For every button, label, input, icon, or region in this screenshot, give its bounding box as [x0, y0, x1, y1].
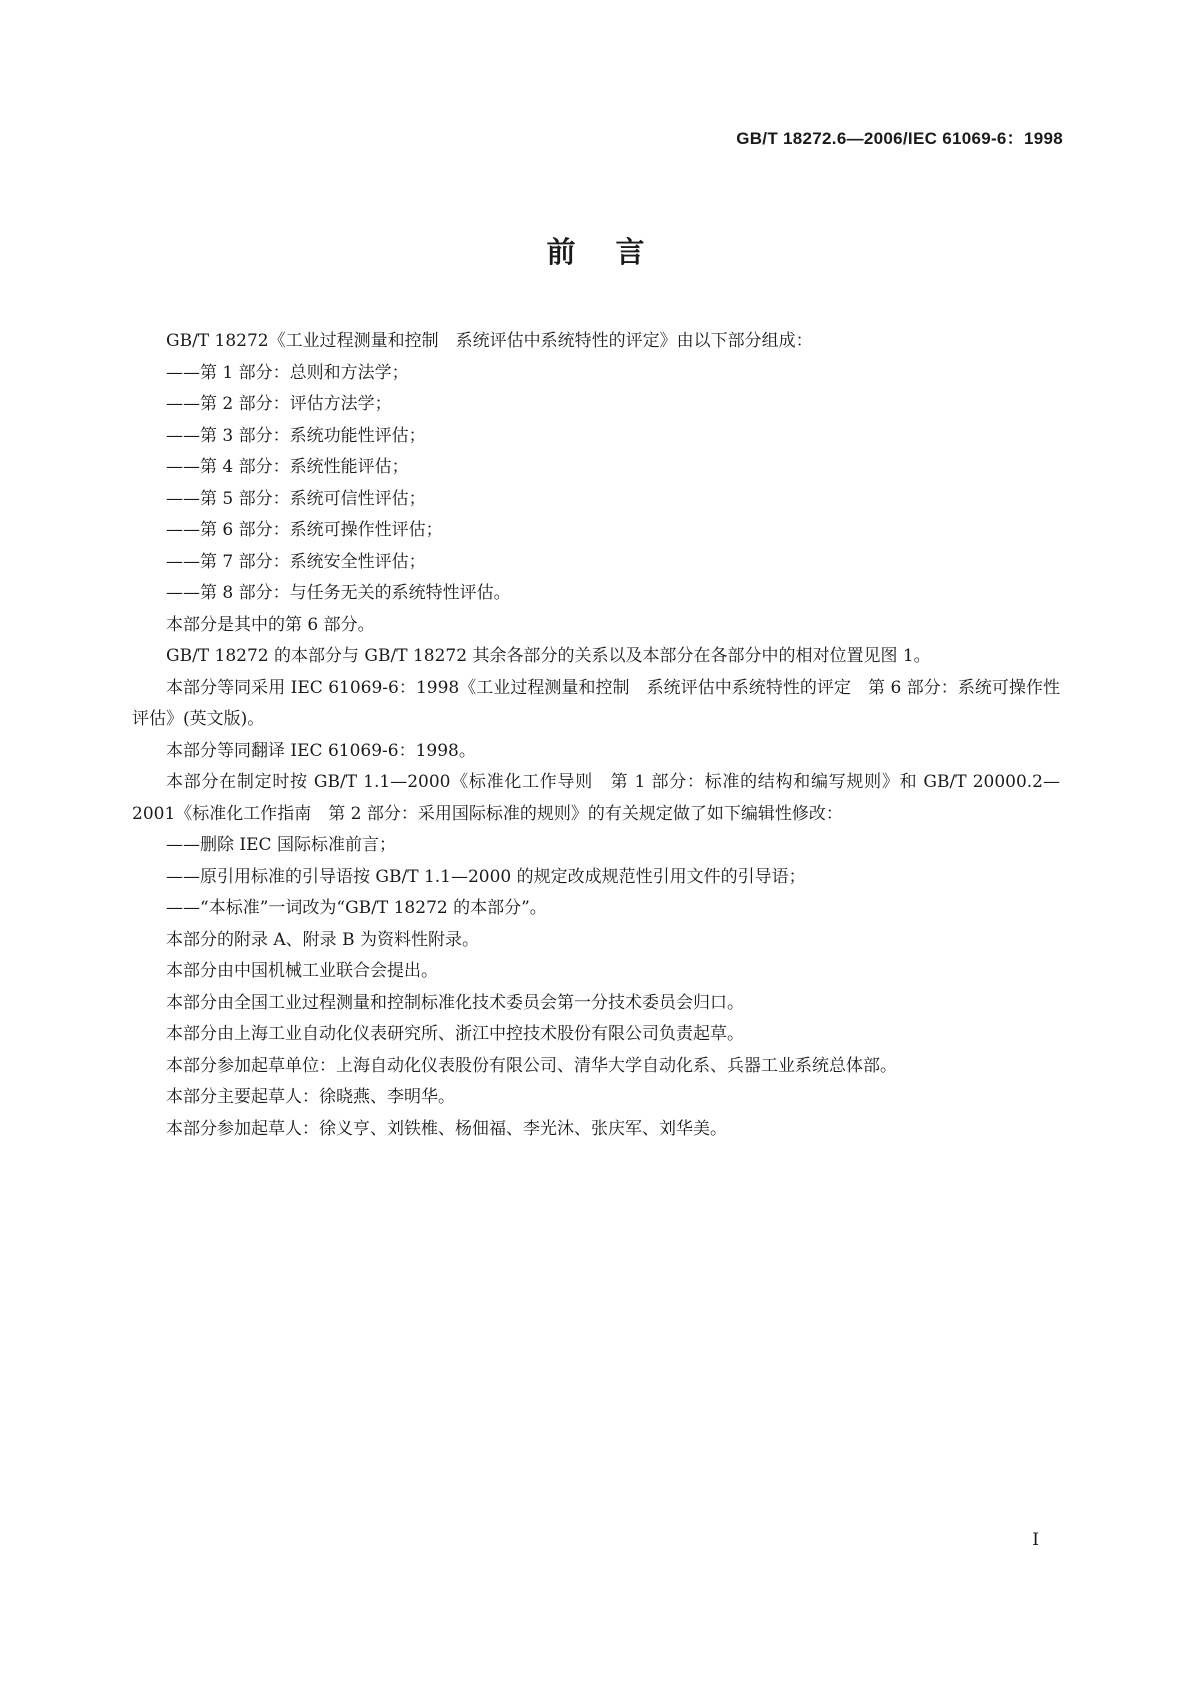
list-item-part-8: ——第 8 部分：与任务无关的系统特性评估。 — [166, 583, 511, 603]
list-item-change-1: ——删除 IEC 国际标准前言； — [166, 835, 396, 855]
paragraph-relationship: GB/T 18272 的本部分与 GB/T 18272 其余各部分的关系以及本部分在各部分中的相对位置见图 1。 — [166, 646, 931, 666]
page-title: 前言 — [546, 235, 685, 269]
paragraph-translation: 本部分等同翻译 IEC 61069-6：1998。 — [166, 740, 476, 761]
page-number: I — [1032, 1530, 1039, 1550]
list-item-change-3: ——“本标准”一词改为“GB/T 18272 的本部分”。 — [166, 898, 547, 918]
list-item-part-5: ——第 5 部分：系统可信性评估； — [166, 488, 426, 509]
paragraph-participating-drafters: 本部分参加起草人：徐义亨、刘铁椎、杨佃福、李光沐、张庆军、刘华美。 — [166, 1118, 727, 1139]
list-item-change-2: ——原引用标准的引导语按 GB/T 1.1—2000 的规定改成规范性引用文件的引导语； — [166, 866, 806, 887]
paragraph-proposed-by: 本部分由中国机械工业联合会提出。 — [166, 961, 438, 981]
list-item-part-1: ——第 1 部分：总则和方法学； — [166, 362, 409, 383]
standard-code-header: GB/T 18272.6—2006/IEC 61069-6：1998 — [736, 129, 1063, 148]
paragraph-editorial-changes: 本部分在制定时按 GB/T 1.1—2000《标准化工作导则 第 1 部分：标准的结构和编写规则》和 GB/T 20000.2—2001《标准化工作指南 第 2 部分：采用国际标准的规则》的有关规定做了如下编辑性修改： — [132, 772, 1060, 824]
paragraph-adoption: 本部分等同采用 IEC 61069-6：1998《工业过程测量和控制 系统评估中系统特性的评定 第 6 部分：系统可操作性评估》(英文版)。 — [132, 677, 1060, 729]
paragraph-intro: GB/T 18272《工业过程测量和控制 系统评估中系统特性的评定》由以下部分组成： — [166, 331, 813, 351]
paragraph-main-drafters: 本部分主要起草人：徐晓燕、李明华。 — [166, 1087, 455, 1107]
list-item-part-2: ——第 2 部分：评估方法学； — [166, 394, 392, 414]
paragraph-drafted-by: 本部分由上海工业自动化仪表研究所、浙江中控技术股份有限公司负责起草。 — [166, 1024, 744, 1044]
paragraph-centralized-by: 本部分由全国工业过程测量和控制标准化技术委员会第一分技术委员会归口。 — [166, 992, 744, 1013]
list-item-part-3: ——第 3 部分：系统功能性评估； — [166, 425, 426, 446]
paragraph-annexes: 本部分的附录 A、附录 B 为资料性附录。 — [166, 929, 479, 950]
list-item-part-6: ——第 6 部分：系统可操作性评估； — [166, 520, 443, 540]
paragraph-this-part: 本部分是其中的第 6 部分。 — [166, 614, 375, 635]
paragraph-participating-units: 本部分参加起草单位：上海自动化仪表股份有限公司、清华大学自动化系、兵器工业系统总体部。 — [166, 1055, 897, 1076]
list-item-part-7: ——第 7 部分：系统安全性评估； — [166, 551, 426, 572]
list-item-part-4: ——第 4 部分：系统性能评估； — [166, 457, 409, 477]
foreword-body — [132, 326, 1060, 1145]
